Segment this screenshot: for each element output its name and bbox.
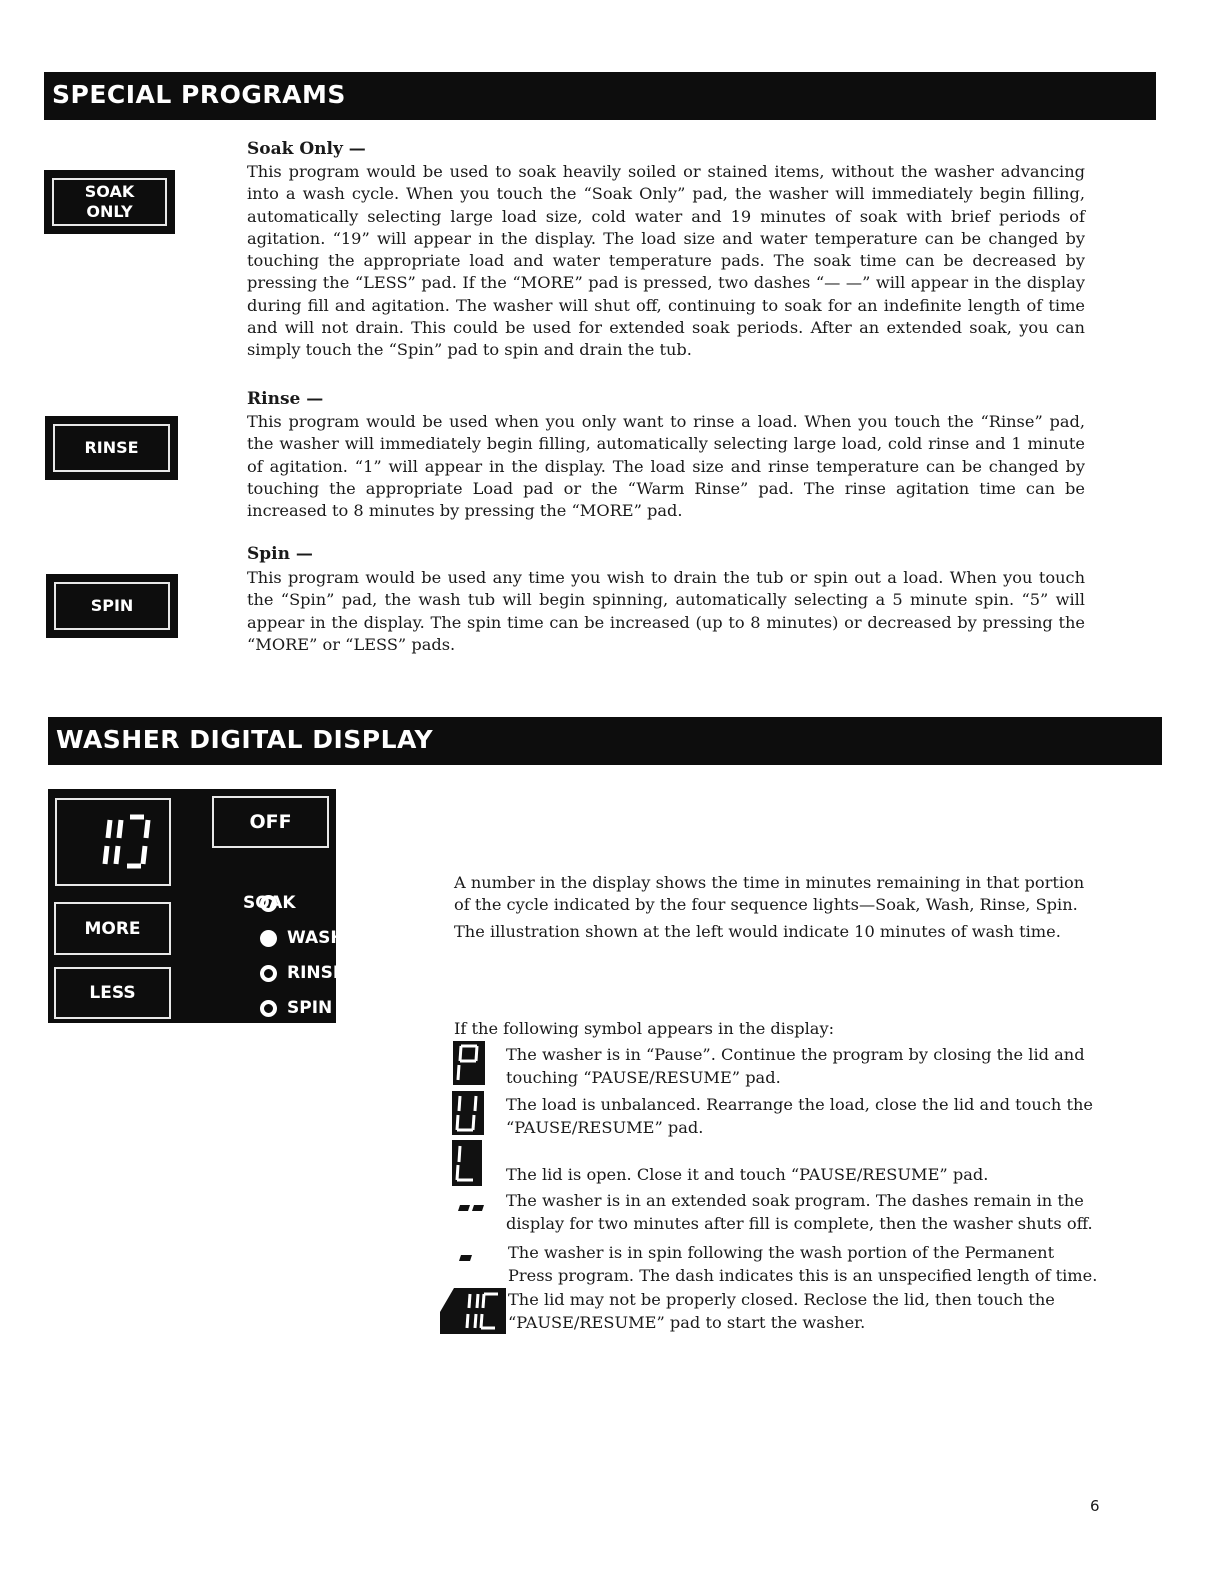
rinse-light xyxy=(260,963,345,983)
off-pad[interactable] xyxy=(212,796,329,848)
display-intro-line-3: The illustration shown at the left would indicate 10 minutes of wash time. xyxy=(454,922,1061,941)
double-dash-icon xyxy=(456,1204,486,1212)
wash-light xyxy=(260,928,345,948)
soak-only-pad[interactable] xyxy=(44,170,175,234)
soak-only-text: This program would be used to soak heavily soiled or stained items, without the washer advancing into a wash cycle. When you touch the “Soak Only” pad, the washer will immediately begin filling, automatically selecting large load size, cold water and 19 minutes of soak with brief periods of agitation. “19” will appear in the display. The load size and water temperature can be changed by touching the appropriate load and water temperature pads. The soak time can be decreased by pressing the “LESS” pad. If the “MORE” pad is pressed, two dashes “— —” will appear in the display during fill and agitation. The washer will shut off, continuing to soak for an indefinite length of time and will not drain. This could be used for extended soak periods. After an extended soak, you can simply touch the “Spin” pad to spin and drain the tub. xyxy=(247,162,1085,360)
less-pad-label: LESS xyxy=(89,983,136,1003)
rinse-heading: Rinse — xyxy=(247,389,324,409)
pause-symbol-text-2: touching “PAUSE/RESUME” pad. xyxy=(506,1068,781,1087)
display-intro-line-1: A number in the display shows the time in minutes remaining in that portion xyxy=(454,873,1085,892)
special-programs-title: SPECIAL PROGRAMS xyxy=(52,80,346,109)
spin-text: This program would be used any time you wish to drain the tub or spin out a load. When you touch the “Spin” pad, the wash tub will begin spinning, automatically selecting a 5 minute spin. “5” will appear in the display. The spin time can be increased (up to 8 minutes) or decreased by pressing the “MORE” or “LESS” pads. xyxy=(247,568,1085,654)
wash-light-on-icon xyxy=(260,930,277,947)
digital-display-banner xyxy=(48,717,1162,765)
soak-only-pad-frame xyxy=(52,178,167,226)
more-pad[interactable] xyxy=(54,902,171,955)
rinse-text: This program would be used when you only want to rinse a load. When you touch the “Rinse” pad, the washer will immediately begin filling, automatically selecting large load, cold rinse and 1 minute of agitation. “1” will appear in the display. The load size and rinse temperature can be changed by touching the appropriate Load pad or the “Warm Rinse” pad. The rinse agitation time can be increased to 8 minutes by pressing the “MORE” pad. xyxy=(247,412,1085,521)
rinse-light-off-icon xyxy=(260,965,277,982)
lid-open-symbol-text-1: The lid is open. Close it and touch “PAUSE/RESUME” pad. xyxy=(506,1165,989,1184)
less-pad[interactable] xyxy=(54,967,171,1019)
spin-pad-label: SPIN xyxy=(90,596,134,615)
single-dash-icon xyxy=(458,1254,474,1262)
single-dash-text-2: Press program. The dash indicates this is an unspecified length of time. xyxy=(508,1266,1098,1285)
double-dash-text-2: display for two minutes after fill is complete, then the washer shuts off. xyxy=(506,1214,1093,1233)
soak-only-pad-label-line2: ONLY xyxy=(86,202,133,221)
double-dash-text-1: The washer is in an extended soak program. The dashes remain in the xyxy=(506,1191,1084,1210)
rinse-pad[interactable] xyxy=(45,416,178,480)
lid-closed-error-icon xyxy=(440,1288,506,1334)
wash-light-label: WASH xyxy=(287,928,345,948)
unbalanced-symbol-icon xyxy=(452,1091,484,1135)
rinse-pad-frame xyxy=(53,424,170,472)
special-programs-banner xyxy=(44,72,1156,120)
rinse-pad-label: RINSE xyxy=(84,438,139,457)
lid-closed-error-text-2: “PAUSE/RESUME” pad to start the washer. xyxy=(508,1313,866,1332)
rinse-light-label: RINSE xyxy=(287,963,345,983)
soak-light-label: SOAK xyxy=(243,893,296,913)
pause-symbol-text-1: The washer is in “Pause”. Continue the program by closing the lid and xyxy=(506,1045,1085,1064)
page-number: 6 xyxy=(1090,1497,1100,1515)
symbols-intro: If the following symbol appears in the display: xyxy=(454,1019,835,1038)
unbalanced-symbol-text-2: “PAUSE/RESUME” pad. xyxy=(506,1118,704,1137)
digit-display-window xyxy=(55,798,171,886)
lid-open-symbol-icon xyxy=(452,1140,482,1186)
control-panel-illustration xyxy=(48,789,345,1023)
spin-light-off-icon xyxy=(260,1000,277,1017)
spin-heading: Spin — xyxy=(247,544,313,564)
soak-light-off-icon xyxy=(260,895,277,912)
soak-light xyxy=(243,893,296,913)
spin-light xyxy=(260,998,332,1018)
spin-pad[interactable] xyxy=(46,574,178,638)
more-pad-label: MORE xyxy=(84,918,141,939)
single-dash-text-1: The washer is in spin following the wash portion of the Permanent xyxy=(508,1243,1055,1262)
display-intro-line-2: of the cycle indicated by the four sequence lights—Soak, Wash, Rinse, Spin. xyxy=(454,895,1078,914)
off-pad-label: OFF xyxy=(249,811,292,833)
soak-only-heading: Soak Only — xyxy=(247,139,366,159)
digit-display-ten-icon xyxy=(57,800,169,884)
unbalanced-symbol-text-1: The load is unbalanced. Rearrange the load, close the lid and touch the xyxy=(506,1095,1093,1114)
soak-only-pad-label-line1: SOAK xyxy=(84,182,135,201)
spin-pad-frame xyxy=(54,582,170,630)
spin-light-label: SPIN xyxy=(287,998,333,1018)
digital-display-title: WASHER DIGITAL DISPLAY xyxy=(56,725,434,754)
lid-closed-error-text-1: The lid may not be properly closed. Reclose the lid, then touch the xyxy=(508,1290,1055,1309)
pause-symbol-icon xyxy=(453,1041,485,1085)
